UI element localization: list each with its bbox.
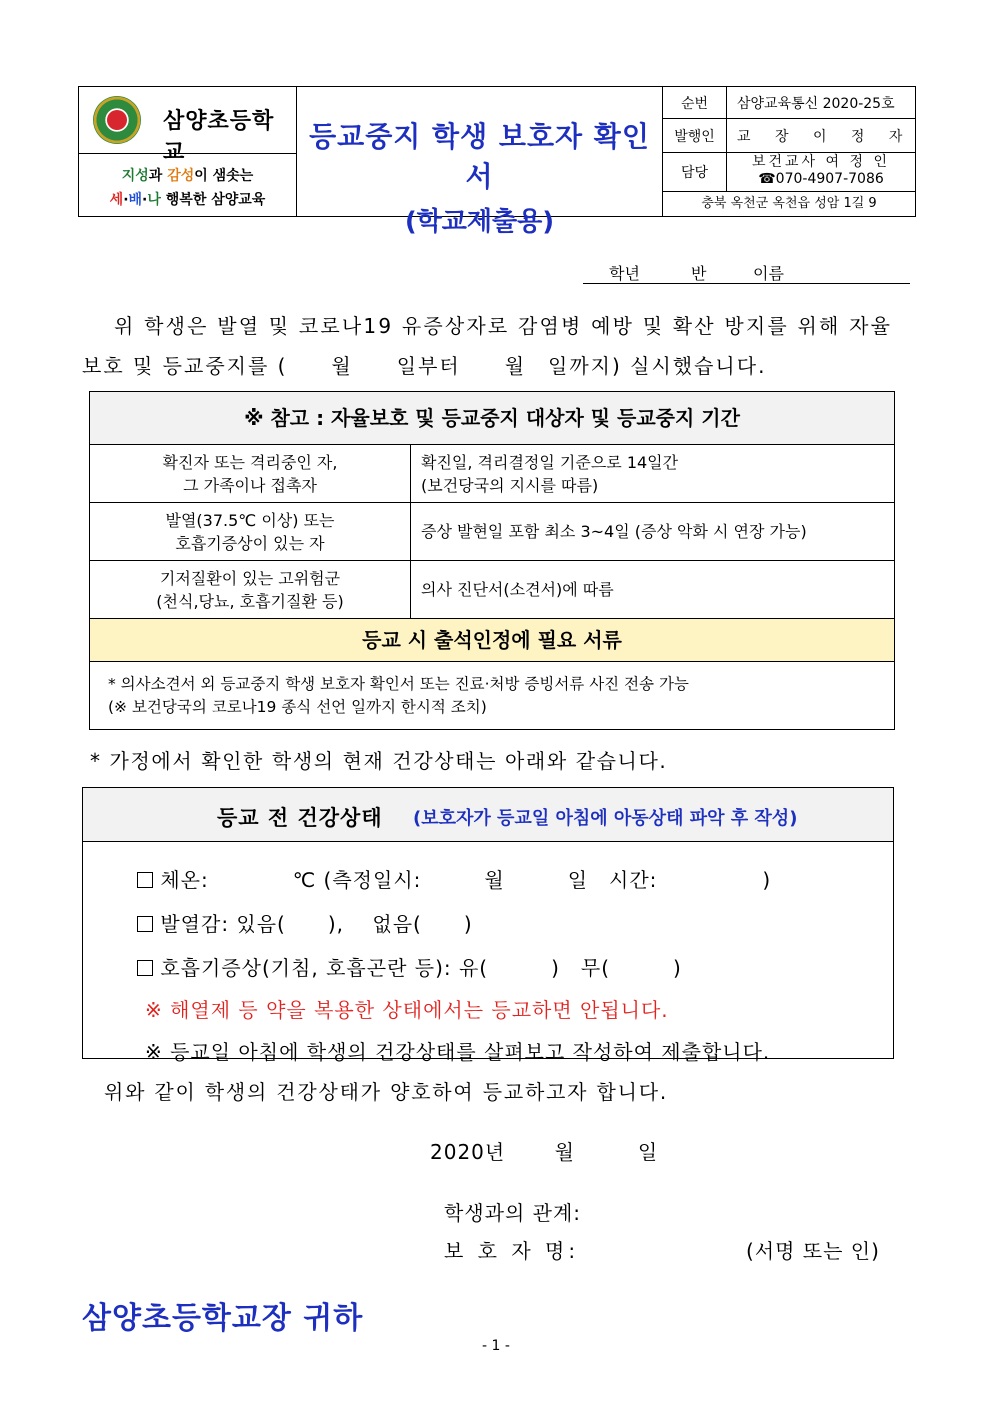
- slogan-na: 나: [147, 192, 161, 208]
- target-text: 기저질환이 있는 고위험군: [159, 568, 341, 588]
- table-row: [90, 503, 895, 561]
- submission-note: ※ 등교일 아침에 학생의 건강상태를 살펴보고 작성하여 제출합니다.: [145, 1040, 771, 1064]
- class-label: 반: [691, 264, 707, 283]
- period-cell: [411, 503, 895, 561]
- period-text: 증상 발현일 포함 최소 3~4일 (증상 악화 시 연장 가능): [421, 522, 807, 541]
- date-line: 2020년 월 일: [430, 1140, 659, 1164]
- document-title-area: [297, 87, 663, 237]
- health-item-text: 체온: ℃ (측정일시: 월 일 시간: ): [160, 868, 772, 892]
- info-label: 담당: [663, 153, 727, 191]
- period-text: (보건당국의 지시를 따름): [421, 475, 599, 495]
- guardian-name-label: 보 호 자 명:: [444, 1239, 580, 1263]
- docs-heading: 등교 시 출석인정에 필요 서류: [90, 619, 895, 662]
- docs-cell: [90, 662, 895, 730]
- school-seal-icon: [93, 96, 141, 144]
- target-text: 호흡기증상이 있는 자: [175, 533, 325, 553]
- reference-table: [89, 391, 895, 730]
- closing-statement: 위와 같이 학생의 건강상태가 양호하여 등교하고자 합니다.: [104, 1080, 668, 1104]
- home-note: * 가정에서 확인한 학생의 현재 건강상태는 아래와 같습니다.: [90, 749, 668, 773]
- health-heading-note: (보호자가 등교일 아침에 아동상태 파악 후 작성): [413, 808, 798, 829]
- health-status-box: [82, 787, 894, 1064]
- health-item-respiratory: [137, 952, 682, 981]
- slogan-se: 세: [109, 192, 124, 208]
- info-value: [727, 154, 915, 188]
- slogan-word-emotion: 감성: [167, 168, 195, 184]
- slogan-text: 행복한 삼양교육: [160, 192, 266, 208]
- medicine-warning: ※ 해열제 등 약을 복용한 상태에서는 등교하면 안됩니다.: [145, 998, 669, 1022]
- reference-heading: ※ 참고 : 자율보호 및 등교중지 대상자 및 등교중지 기간: [90, 392, 895, 445]
- docs-text: (※ 보건당국의 코로나19 종식 선언 일까지 한시적 조치): [108, 697, 487, 716]
- health-item-text: 발열감: 있음( ), 없음( ): [160, 912, 473, 936]
- table-row: [90, 561, 895, 619]
- school-logo-area: [79, 87, 297, 165]
- contact-phone: ☎070-4907-7086: [758, 171, 884, 187]
- slogan-dot: ·: [142, 192, 148, 208]
- slogan-dot: ·: [123, 192, 129, 208]
- checkbox-icon[interactable]: [137, 960, 153, 976]
- docs-text: * 의사소견서 외 등교중지 학생 보호자 확인서 또는 진료·처방 증빙서류 사진 전송 가능: [108, 674, 689, 693]
- slogan-word-intellect: 지성: [121, 168, 149, 184]
- checkbox-icon[interactable]: [137, 916, 153, 932]
- slogan-text: 이 샘솟는: [194, 168, 254, 184]
- target-text: 발열(37.5℃ 이상) 또는: [165, 510, 335, 530]
- document-subtitle: (학교제출용): [404, 207, 555, 237]
- document-title: 등교중지 학생 보호자 확인서: [309, 120, 650, 193]
- health-item-temperature: [137, 864, 771, 893]
- health-item-fever: [137, 908, 473, 937]
- grade-label: 학년: [609, 264, 640, 283]
- page-number: - 1 -: [482, 1338, 510, 1354]
- period-text: 의사 진단서(소견서)에 따름: [421, 580, 614, 599]
- name-label: 이름: [753, 264, 784, 283]
- checkbox-icon[interactable]: [137, 872, 153, 888]
- recipient: 삼양초등학교장 귀하: [82, 1301, 364, 1336]
- info-row-contact: [663, 153, 915, 192]
- target-cell: [90, 503, 411, 561]
- info-row-issuer: [663, 119, 915, 153]
- intro-line-2: 보호 및 등교중지를 ( 월 일부터 월 일까지) 실시했습니다.: [82, 354, 767, 378]
- target-text: (천식,당뇨, 호흡기질환 등): [156, 591, 344, 611]
- health-heading-bar: [83, 788, 893, 842]
- period-cell: [411, 561, 895, 619]
- contact-name: 보건교사 여 정 인: [751, 154, 891, 170]
- school-address: 충북 옥천군 옥천읍 성암 1길 9: [701, 196, 877, 211]
- info-row-number: [663, 87, 915, 119]
- health-heading: 등교 전 건강상태: [217, 806, 383, 830]
- info-label: 발행인: [663, 119, 727, 152]
- intro-line-1: 위 학생은 발열 및 코로나19 유증상자로 감염병 예방 및 확산 방지를 위해 자율: [114, 314, 893, 338]
- period-text: 확진일, 격리결정일 기준으로 14일간: [421, 452, 679, 472]
- period-cell: [411, 445, 895, 503]
- issue-info: [663, 87, 915, 216]
- target-cell: [90, 561, 411, 619]
- signature-label: (서명 또는 인): [746, 1239, 880, 1263]
- header-box: [78, 86, 916, 237]
- slogan-bae: 배: [128, 192, 143, 208]
- target-text: 그 가족이나 접촉자: [183, 475, 317, 495]
- info-label: 순번: [663, 87, 727, 118]
- health-item-text: 호흡기증상(기침, 호흡곤란 등): 유( ) 무( ): [160, 956, 682, 980]
- target-cell: [90, 445, 411, 503]
- relation-label: 학생과의 관계:: [444, 1201, 582, 1225]
- target-text: 확진자 또는 격리중인 자,: [162, 452, 338, 472]
- table-row: [90, 445, 895, 503]
- info-value: 교 장 이 정 자: [737, 128, 913, 145]
- info-value: 삼양교육통신 2020-25호: [737, 95, 895, 112]
- student-info-line: [583, 257, 910, 284]
- school-name: 삼양초등학교: [163, 109, 275, 165]
- school-slogan: [79, 154, 297, 216]
- slogan-text: 과: [148, 168, 168, 184]
